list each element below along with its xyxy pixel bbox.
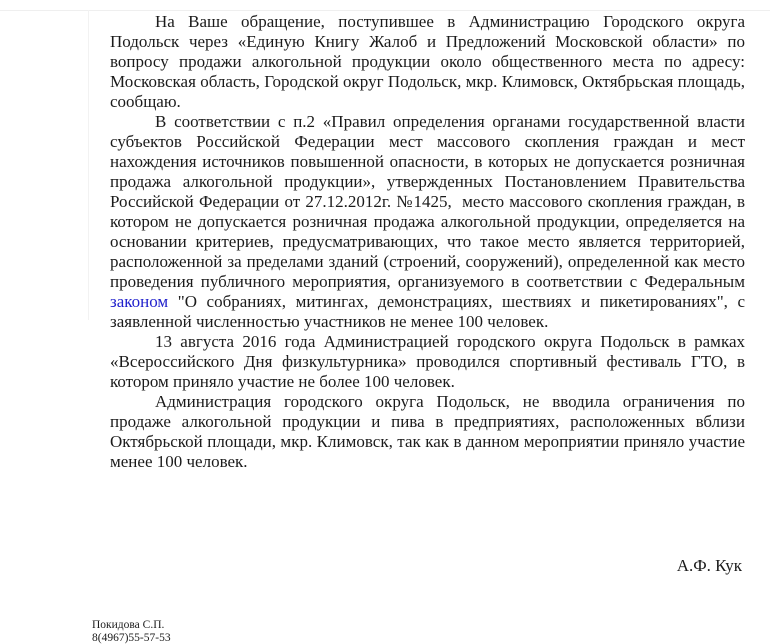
paragraph-legal-basis — [110, 112, 745, 332]
letter-body — [110, 12, 745, 472]
paragraph-intro: На Ваше обращение, поступившее в Администрацию Городского округа Подольск через «Единую Книгу Жалоб и Предложений Московской области» по вопросу продажи алкогольной продукции около общественного места по адресу: Московская область, Городской округ Подольск, мкр. Климовск, Октябрьская площадь, сообщаю. — [110, 12, 745, 111]
executor-block — [92, 619, 171, 644]
signature-name: А.Ф. Кук — [676, 556, 742, 575]
paragraph-festival: 13 августа 2016 года Администрацией городского округа Подольск в рамках «Всероссийского Дня физкультурника» проводился спортивный фестиваль ГТО, в котором приняло участие не более 100 человек. — [110, 332, 745, 391]
executor-name: Покидова С.П. — [92, 619, 165, 631]
paragraph-conclusion: Администрация городского округа Подольск, не вводила ограничения по продаже алкогольной продукции и пива в предприятиях, расположенных вблизи Октябрьской площади, мкр. Климовск, так как в данном мероприятии приняло участие менее 100 человек. — [110, 392, 745, 471]
scan-artifact-top-line — [0, 10, 770, 11]
scan-artifact-left-line — [88, 10, 89, 320]
paragraph-legal-basis-text-before: В соответствии с п.2 «Правил определения органами государственной власти субъектов Российской Федерации мест массового скопления граждан и мест нахождения источников повышенной опасности, в которых не допускается розничная продажа алкогольной продукции», утвержденных Постановлением Правительства Российской Федерации от 27.12.2012г. №1425, место массового скопления граждан, в котором не допускается розничная продажа алкогольной продукции, определяется на основании критериев, предусматривающих, что такое место является территорией, расположенной за пределами зданий (строений, сооружений), определенной как место проведения публичного мероприятия, организуемого в соответствии с Федеральным — [110, 112, 745, 291]
law-link[interactable]: законом — [110, 292, 169, 311]
paragraph-legal-basis-text-after: "О собраниях, митингах, демонстрациях, шествиях и пикетированиях", с заявленной численностью участников не менее 100 человек. — [110, 292, 745, 331]
executor-phone: 8(4967)55-57-53 — [92, 632, 171, 644]
